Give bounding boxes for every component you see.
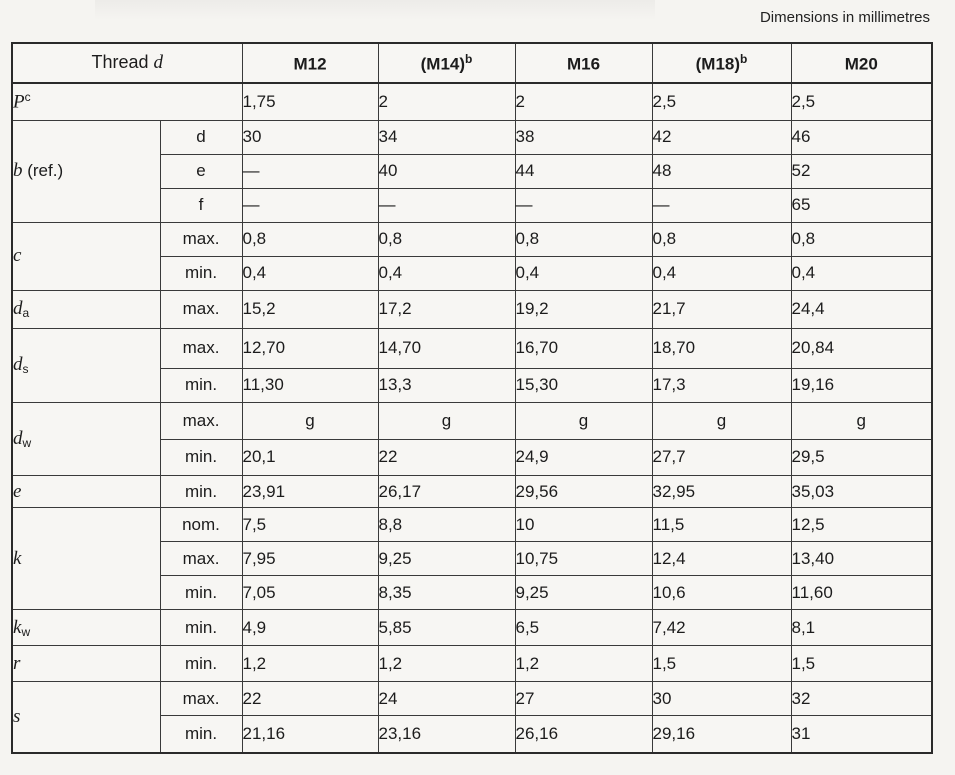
cell: 11,60: [791, 576, 932, 610]
cell: 10,75: [515, 542, 652, 576]
cell: g: [652, 402, 791, 439]
header-col-3: M16: [515, 43, 652, 83]
qualifier: f: [160, 188, 242, 222]
cell: 12,5: [791, 508, 932, 542]
char-s: s: [12, 682, 160, 753]
cell: 2,5: [791, 83, 932, 120]
table-row-r: [12, 646, 932, 682]
cell: 7,95: [242, 542, 378, 576]
char-P: $P^c$: [12, 83, 242, 120]
cell: 9,25: [378, 542, 515, 576]
cell: 8,35: [378, 576, 515, 610]
cell: 6,5: [515, 610, 652, 646]
cell: 65: [791, 188, 932, 222]
scan-artifact: [95, 0, 655, 20]
cell: 12,4: [652, 542, 791, 576]
cell: 10,6: [652, 576, 791, 610]
cell: 20,84: [791, 328, 932, 368]
cell: 26,17: [378, 476, 515, 508]
cell: 7,05: [242, 576, 378, 610]
cell: g: [242, 402, 378, 439]
cell: 13,40: [791, 542, 932, 576]
cell: 24: [378, 682, 515, 716]
table-row-k-nom: [12, 508, 932, 542]
qualifier: max.: [160, 290, 242, 328]
cell: —: [652, 188, 791, 222]
cell: g: [791, 402, 932, 439]
char-c: c: [12, 222, 160, 290]
cell: 18,70: [652, 328, 791, 368]
qualifier: min.: [160, 716, 242, 753]
cell: 29,5: [791, 439, 932, 475]
table-row-dw-max: [12, 402, 932, 439]
cell: 15,30: [515, 368, 652, 402]
cell: 11,5: [652, 508, 791, 542]
cell: 24,4: [791, 290, 932, 328]
char-r: r: [12, 646, 160, 682]
thread-symbol: d: [153, 52, 164, 73]
cell: 20,1: [242, 439, 378, 475]
char-kw: $k_w$: [12, 610, 160, 646]
cell: 44: [515, 154, 652, 188]
cell: 0,8: [378, 222, 515, 256]
table-header-row: [12, 43, 932, 83]
cell: 35,03: [791, 476, 932, 508]
cell: 5,85: [378, 610, 515, 646]
cell: 4,9: [242, 610, 378, 646]
table-row-P: [12, 83, 932, 120]
cell: 26,16: [515, 716, 652, 753]
cell: 29,16: [652, 716, 791, 753]
cell: 7,5: [242, 508, 378, 542]
table-row-c-max: [12, 222, 932, 256]
header-col-4: $(M18)^b$: [652, 43, 791, 83]
qualifier: min.: [160, 646, 242, 682]
thread-label: Thread: [91, 52, 149, 72]
cell: 7,42: [652, 610, 791, 646]
cell: 0,8: [242, 222, 378, 256]
qualifier: max.: [160, 542, 242, 576]
cell: 2,5: [652, 83, 791, 120]
cell: 21,16: [242, 716, 378, 753]
cell: 40: [378, 154, 515, 188]
qualifier: e: [160, 154, 242, 188]
qualifier: min.: [160, 439, 242, 475]
cell: 1,2: [378, 646, 515, 682]
char-da: $d_a$: [12, 290, 160, 328]
qualifier: min.: [160, 256, 242, 290]
cell: 34: [378, 120, 515, 154]
qualifier: max.: [160, 222, 242, 256]
cell: 48: [652, 154, 791, 188]
cell: 8,8: [378, 508, 515, 542]
char-e: e: [12, 476, 160, 508]
cell: 16,70: [515, 328, 652, 368]
cell: 0,8: [515, 222, 652, 256]
table-row-da: [12, 290, 932, 328]
cell: 0,8: [652, 222, 791, 256]
cell: —: [242, 154, 378, 188]
qualifier: nom.: [160, 508, 242, 542]
cell: 2: [378, 83, 515, 120]
cell: 1,5: [652, 646, 791, 682]
cell: g: [378, 402, 515, 439]
qualifier: min.: [160, 576, 242, 610]
cell: 15,2: [242, 290, 378, 328]
cell: 19,16: [791, 368, 932, 402]
cell: 1,5: [791, 646, 932, 682]
cell: 22: [242, 682, 378, 716]
cell: 12,70: [242, 328, 378, 368]
qualifier: d: [160, 120, 242, 154]
table-row-e: [12, 476, 932, 508]
cell: 30: [652, 682, 791, 716]
cell: 21,7: [652, 290, 791, 328]
qualifier: max.: [160, 328, 242, 368]
cell: 0,4: [791, 256, 932, 290]
cell: —: [378, 188, 515, 222]
table-row-kw: [12, 610, 932, 646]
cell: —: [242, 188, 378, 222]
cell: 19,2: [515, 290, 652, 328]
cell: 14,70: [378, 328, 515, 368]
qualifier: max.: [160, 402, 242, 439]
cell: 1,75: [242, 83, 378, 120]
cell: 23,16: [378, 716, 515, 753]
char-k: k: [12, 508, 160, 610]
cell: 27,7: [652, 439, 791, 475]
header-col-2: $(M14)^b$: [378, 43, 515, 83]
cell: 1,2: [515, 646, 652, 682]
header-col-1: M12: [242, 43, 378, 83]
header-col-5: M20: [791, 43, 932, 83]
table-row-ds-max: [12, 328, 932, 368]
cell: 17,3: [652, 368, 791, 402]
qualifier: min.: [160, 476, 242, 508]
cell: 10: [515, 508, 652, 542]
cell: 31: [791, 716, 932, 753]
cell: 32,95: [652, 476, 791, 508]
cell: 2: [515, 83, 652, 120]
cell: 9,25: [515, 576, 652, 610]
table-row-s-max: [12, 682, 932, 716]
cell: 22: [378, 439, 515, 475]
cell: 24,9: [515, 439, 652, 475]
qualifier: max.: [160, 682, 242, 716]
char-ds: $d_s$: [12, 328, 160, 402]
cell: 42: [652, 120, 791, 154]
cell: 13,3: [378, 368, 515, 402]
cell: 0,4: [652, 256, 791, 290]
cell: 27: [515, 682, 652, 716]
cell: 23,91: [242, 476, 378, 508]
cell: 32: [791, 682, 932, 716]
cell: 0,4: [242, 256, 378, 290]
qualifier: min.: [160, 610, 242, 646]
cell: 46: [791, 120, 932, 154]
cell: 11,30: [242, 368, 378, 402]
table-row-b-d: [12, 120, 932, 154]
cell: 30: [242, 120, 378, 154]
cell: g: [515, 402, 652, 439]
cell: 17,2: [378, 290, 515, 328]
header-thread: [12, 43, 242, 83]
cell: 52: [791, 154, 932, 188]
cell: 29,56: [515, 476, 652, 508]
dimensions-table: [11, 42, 933, 754]
cell: 0,4: [515, 256, 652, 290]
cell: —: [515, 188, 652, 222]
cell: 8,1: [791, 610, 932, 646]
dimensions-note: Dimensions in millimetres: [759, 9, 930, 26]
char-dw: $d_w$: [12, 402, 160, 475]
cell: 38: [515, 120, 652, 154]
cell: 0,8: [791, 222, 932, 256]
qualifier: min.: [160, 368, 242, 402]
cell: 1,2: [242, 646, 378, 682]
cell: 0,4: [378, 256, 515, 290]
char-b: b (ref.): [12, 120, 160, 222]
